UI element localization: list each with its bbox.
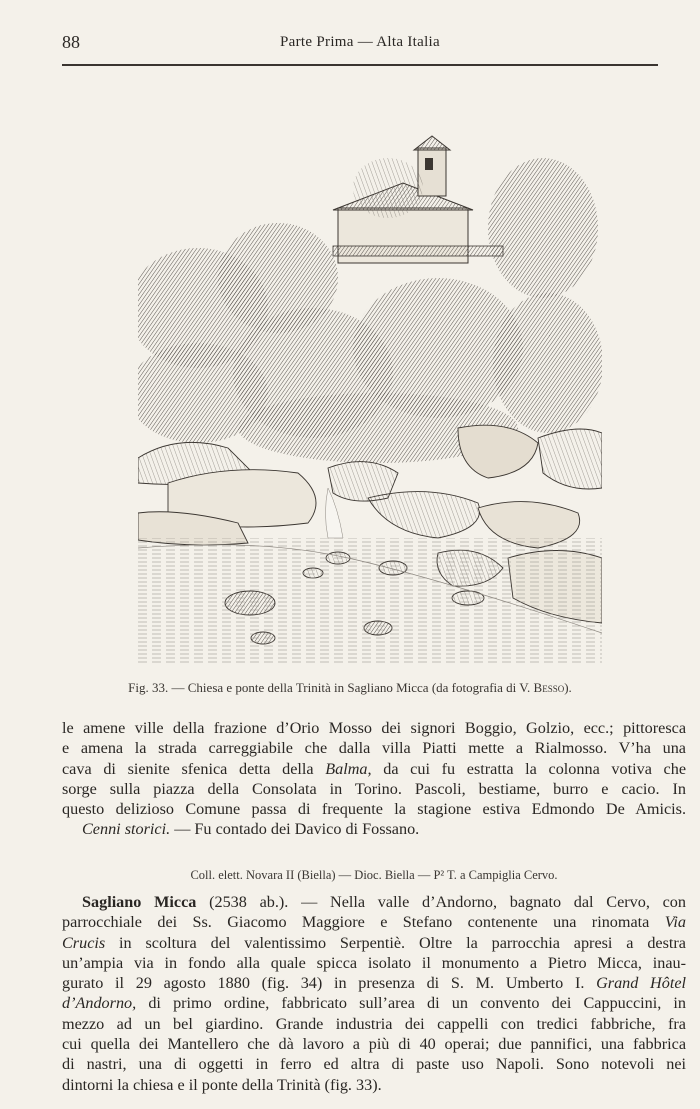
text-line: mezzo ad un bel giardino. Grande industria dei cappelli con tredici fabbriche, fra	[62, 1014, 686, 1033]
text-line: dintorni la chiesa e il ponte della Trinità (fig. 33).	[62, 1075, 382, 1094]
cenni-label: Cenni storici.	[82, 820, 171, 839]
paragraph-sagliano-micca	[62, 892, 686, 1095]
text-line: e amena la strada carreggiabile che dalla villa Piatti mette a Rialmosso. V’ha una	[62, 739, 686, 758]
italic-balma: Balma,	[325, 759, 372, 778]
page-number: 88	[62, 32, 80, 52]
text-line: Crucis in scoltura del valentissimo Serpentiè. Oltre la parrocchia apresi a destra	[62, 933, 686, 952]
page-header	[62, 30, 658, 54]
text-line: cui quella dei Mantellero che dà lavoro a più di 40 operai; due pannifici, una fabbrica	[62, 1035, 686, 1054]
figure-caption	[62, 680, 638, 696]
text-line: le amene ville della frazione d’Orio Mosso dei signori Boggio, Golzio, ecc.; pittoresca	[62, 719, 686, 737]
caption-author: Besso	[533, 680, 565, 695]
running-head: Parte Prima — Alta Italia	[280, 34, 440, 50]
caption-text: Fig. 33. — Chiesa e ponte della Trinità in Sagliano Micca (da fotografia di V.	[128, 680, 534, 695]
paragraph-orio-mosso	[62, 718, 686, 860]
text-line: questo delizioso Comune passa di frequente la stagione estiva Edmondo De Amicis.	[62, 800, 686, 819]
text-line: d’Andorno, di primo ordine, fabbricato sull’area di un convento dei Cappuccini, in	[62, 994, 686, 1013]
text-line: un’ampia via in fondo alla quale spicca isolato il monumento a Pietro Micca, inau-	[62, 953, 686, 972]
text-line: gurato il 29 agosto 1880 (fig. 34) in presenza di S. M. Umberto I. Grand Hôtel	[62, 974, 686, 993]
text-line: sorge sulla piazza della Consolata in Torino. Pascoli, bestiame, burro e cacio. In	[62, 779, 686, 798]
text-line: parrocchiale dei Ss. Giacomo Maggiore e Stefano contenente una rinomata Via	[62, 913, 686, 932]
text-line: Sagliano Micca (2538 ab.). — Nella valle d’Andorno, bagnato dal Cervo, con	[82, 893, 686, 911]
caption-end: ).	[564, 680, 572, 695]
engraving-illustration	[138, 128, 602, 664]
electoral-note: Coll. elett. Novara II (Biella) — Dioc. Biella — P² T. a Campiglia Cervo.	[190, 868, 558, 882]
text-line: di nastri, una di oggetti in ferro ed altra di paste uso Napoli. Sono notevoli nei	[62, 1055, 686, 1074]
entry-title: Sagliano Micca	[82, 893, 197, 911]
cenni-storici-line: Cenni storici. — Fu contado dei Davico di Fossano.	[82, 820, 420, 839]
text-line: cava di sienite sfenica detta della Balma, da cui fu estratta la colonna votiva che	[62, 759, 687, 778]
header-rule	[62, 64, 658, 66]
